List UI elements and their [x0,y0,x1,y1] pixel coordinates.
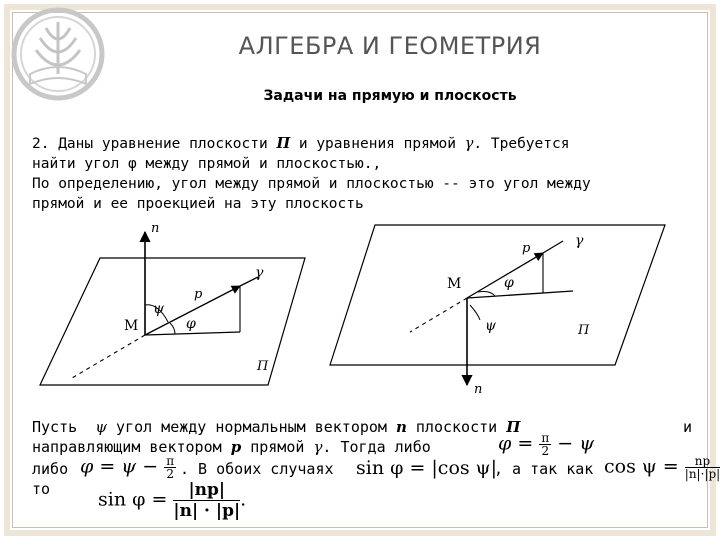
fraction-numerator: π [541,431,550,445]
gamma-symbol: γ [313,438,323,456]
fraction-np-over-norms [685,455,720,480]
bottom-text: и [682,418,692,436]
bottom-text: . В обоих случаях [180,460,334,478]
label-M-left: M [124,318,139,334]
label-p-left: p [194,287,203,302]
angle-psi-arc-right [470,305,480,320]
figure-right [330,225,665,397]
label-n-right: n [474,382,483,397]
problem-text: . Требуется [473,136,570,152]
fraction-denominator: |n| · |p| [173,501,241,521]
psi-symbol: ψ [95,418,107,436]
problem-line-4: прямой и ее проекцией на эту плоскость [32,196,364,212]
figure-left [40,221,305,385]
label-psi-left: ψ [153,301,164,317]
bottom-text: то [32,480,51,498]
formula-text: φ = [498,432,540,455]
formula-text: . [240,488,247,511]
problem-text: 2. Даны уравнение плоскости [32,136,277,152]
bottom-text: плоскости [406,418,507,436]
bottom-text: угол между нормальным вектором [106,418,396,436]
formula-phi-psi-minus-pi2 [80,455,176,480]
problem-line-3: По определению, угол между прямой и плоскостью -- это угол между [32,176,591,192]
problem-line-1 [32,134,569,154]
university-emblem-icon [8,4,108,104]
geometry-figure [30,215,690,405]
label-phi-left: φ [186,316,196,332]
fraction-numerator: np [685,455,720,468]
label-gamma-right: γ [575,233,584,249]
fraction-denominator: |n|·|p| [684,467,720,481]
label-p-right: p [522,241,531,256]
line-hidden-left [72,335,145,378]
plane-symbol: П [276,135,291,152]
page-subtitle: Задачи на прямую и плоскость [263,88,517,104]
label-M-right: M [447,276,462,292]
projection-right [467,291,573,298]
formula-text: cos ψ = [604,455,685,478]
bottom-text: Пусть [32,418,78,436]
formula-sin-phi-abs-cos-psi: sin φ = |cos ψ| [356,457,497,479]
formula-text: φ = ψ − [80,455,165,478]
bottom-text: , а так как [494,460,594,478]
plane-right [330,225,665,365]
fraction-denominator: 2 [166,467,174,481]
bottom-text: либо [32,460,69,478]
bottom-text: . Тогда либо [322,438,431,456]
problem-text: и уравнения прямой [290,136,465,152]
bottom-text: прямой [241,438,314,456]
label-psi-right: ψ [485,318,496,334]
line-gamma-right [543,241,563,253]
formula-text: − ψ [551,432,595,455]
angle-phi-arc-left [170,323,175,334]
fraction-numerator: π [166,454,175,468]
bottom-text: направляющим вектором [32,438,231,456]
label-gamma-left: γ [255,265,264,281]
formula-sin-phi-result [98,480,246,521]
label-plane-right: П [578,323,590,338]
fraction-pi-over-2 [539,432,551,457]
fraction-numerator: |np| [173,480,240,501]
projection-left [145,332,240,335]
gamma-symbol: γ [464,136,474,152]
angle-phi-arc-right [478,292,495,297]
fraction-pi-over-2 [164,455,176,480]
formula-text: sin φ = [98,488,174,511]
label-plane-left: П [257,359,269,374]
fraction-abs-np-over-norms [173,480,240,521]
problem-line-2: найти угол φ между прямой и плоскостью., [32,156,382,172]
plane-symbol: П [506,418,521,436]
page-title: АЛГЕБРА И ГЕОМЕТРИЯ [238,32,542,60]
formula-cos-psi [604,455,720,480]
p-symbol: p [230,438,242,456]
line-hidden-right [410,298,467,332]
label-n-left: n [151,221,160,236]
formula-phi-pi2-minus-psi [498,432,594,457]
label-phi-right: φ [504,275,514,291]
n-symbol: n [395,418,407,436]
fraction-denominator: 2 [541,444,550,458]
